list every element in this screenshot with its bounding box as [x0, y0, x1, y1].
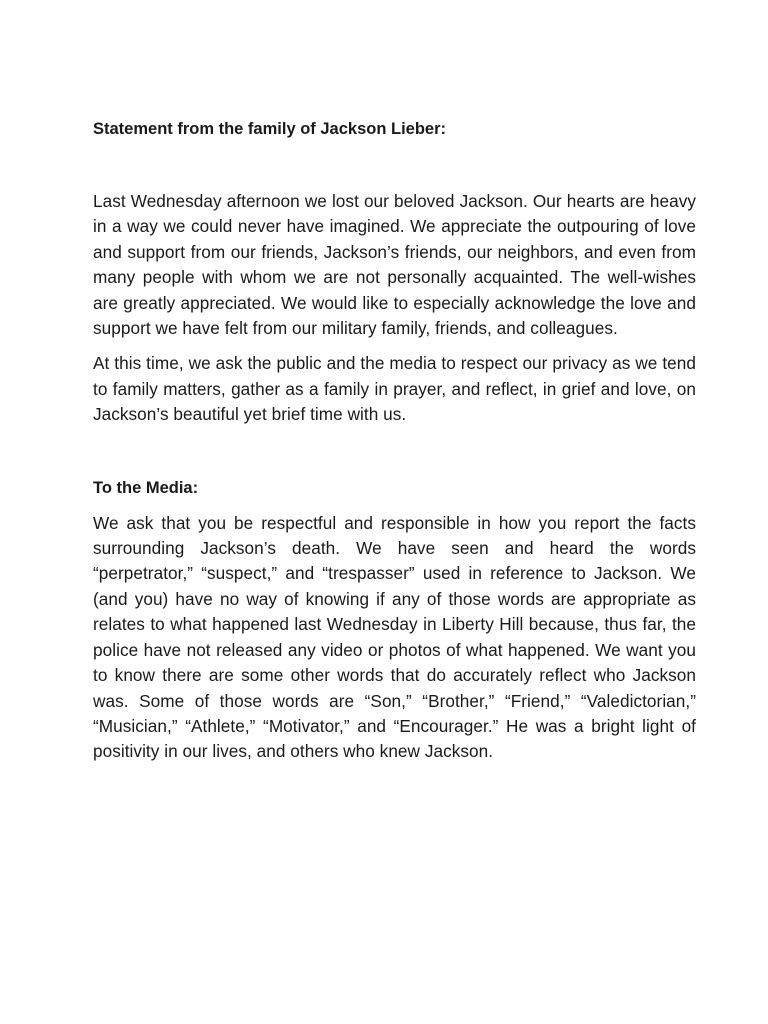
media-paragraph: We ask that you be respectful and responsible in how you report the facts surrounding Jackson’s death. We have seen and heard the words “perpetrator,” “suspect,” and “trespasser” used in reference to Jackson. We (and you) have no way of knowing if any of those words are appropriate as relates to what happened last Wednesday in Liberty Hill because, thus far, the police have not released any video or photos of what happened. We want you to know there are some other words that do accurately reflect who Jackson was. Some of those words are “Son,” “Brother,” “Friend,” “Valedictorian,” “Musician,” “Athlete,” “Motivator,” and “Encourager.” He was a bright light of positivity in our lives, and others who knew Jackson.	[93, 512, 696, 762]
statement-paragraph-2: At this time, we ask the public and the media to respect our privacy as we tend to family matters, gather as a family in prayer, and reflect, in grief and love, on Jackson’s beautiful yet brief time with us.	[93, 353, 696, 425]
statement-title: Statement from the family of Jackson Lieber:	[93, 120, 447, 138]
media-heading: To the Media:	[93, 478, 199, 497]
statement-paragraph-1: Last Wednesday afternoon we lost our beloved Jackson. Our hearts are heavy in a way we could never have imagined. We appreciate the outpouring of love and support from our friends, Jackson’s friends, our neighbors, and even from many people with whom we are not personally acquainted. The well-wishes are greatly appreciated. We would like to especially acknowledge the love and support we have felt from our military family, friends, and colleagues.	[93, 191, 696, 339]
document-page	[93, 116, 696, 775]
